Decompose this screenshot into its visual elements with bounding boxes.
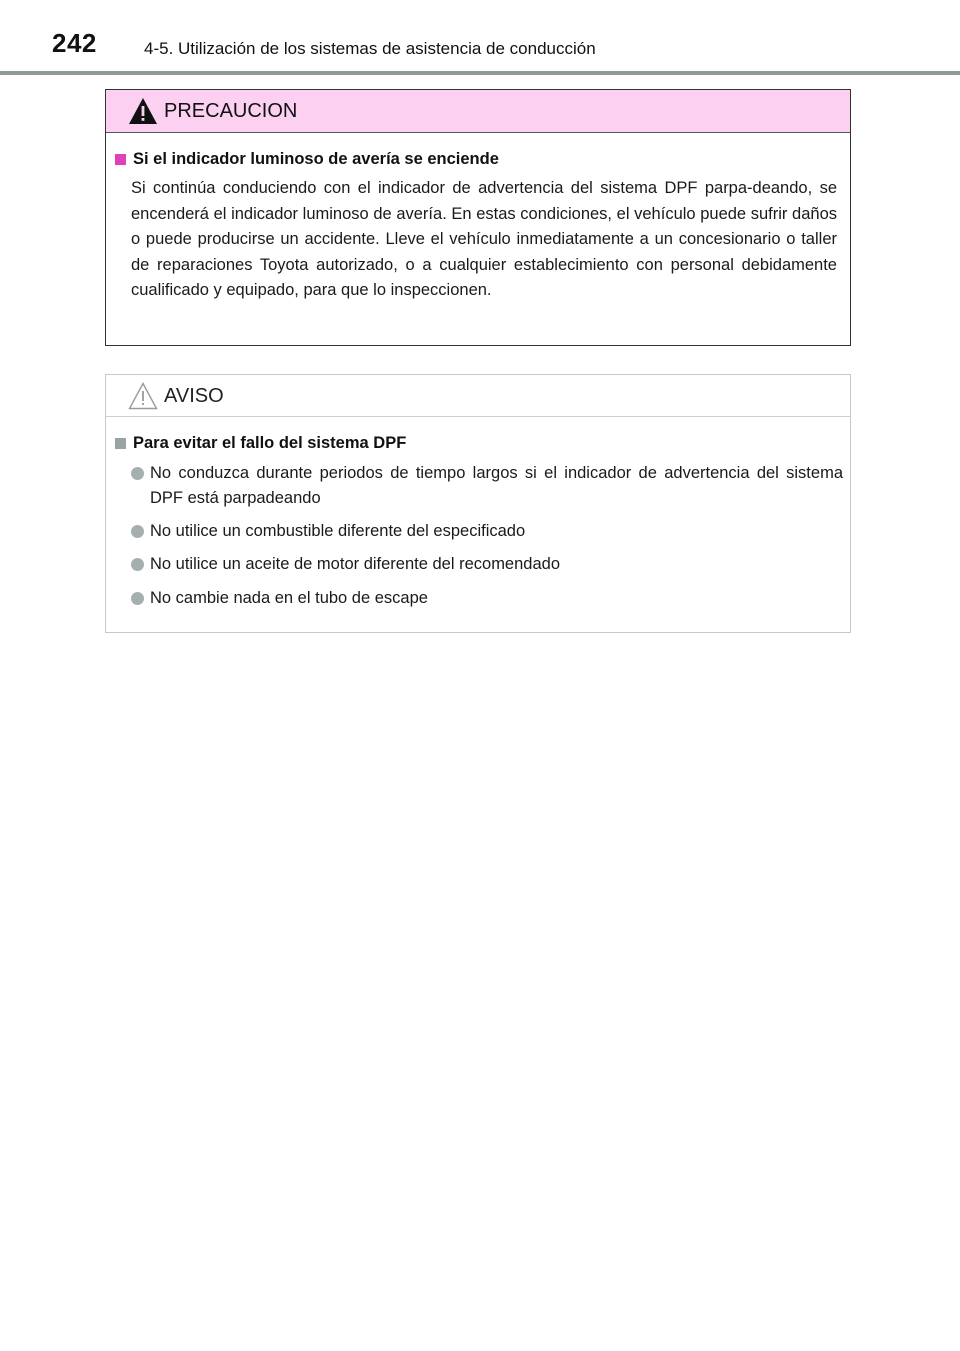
warning-triangle-icon <box>128 97 158 125</box>
circle-bullet-icon <box>131 525 144 538</box>
aviso-header <box>106 375 850 417</box>
precaucion-paragraph: Si continúa conduciendo con el indicador de advertencia del sistema DPF parpa-deando, se encenderá el indicador luminoso de avería. En estas condiciones, el vehículo puede sufrir daños o puede producirse un accidente. Lleve el vehículo inmediatamente a un concesionario o taller de reparaciones Toyota autorizado, o a cualquier establecimiento con personal debidamente cualificado y equipado, para que lo inspeccionen. <box>131 179 837 299</box>
aviso-subheading-text: Para evitar el fallo del sistema DPF <box>133 434 407 452</box>
circle-bullet-icon <box>131 467 144 480</box>
precaucion-header <box>106 90 850 133</box>
list-item: No cambie nada en el tubo de escape <box>131 586 843 611</box>
aviso-subheading <box>115 434 406 453</box>
page-number: 242 <box>52 28 97 58</box>
page-header <box>0 0 960 70</box>
header-rule <box>0 71 960 75</box>
square-bullet-icon <box>115 154 126 165</box>
list-item: No utilice un combustible diferente del especificado <box>131 519 843 544</box>
aviso-title: AVISO <box>164 385 224 407</box>
warning-triangle-outline-icon <box>128 382 158 410</box>
precaucion-title: PRECAUCION <box>164 100 298 122</box>
list-item: No conduzca durante periodos de tiempo largos si el indicador de advertencia del sistema DPF está parpadeando <box>131 461 843 511</box>
precaucion-subheading-text: Si el indicador luminoso de avería se enciende <box>133 150 499 168</box>
circle-bullet-icon <box>131 558 144 571</box>
aviso-box <box>105 374 851 633</box>
square-bullet-icon <box>115 438 126 449</box>
precaucion-box <box>105 89 851 346</box>
precaucion-subheading <box>115 150 499 169</box>
circle-bullet-icon <box>131 592 144 605</box>
list-item: No utilice un aceite de motor diferente del recomendado <box>131 552 843 577</box>
section-title: 4-5. Utilización de los sistemas de asistencia de conducción <box>144 39 596 58</box>
